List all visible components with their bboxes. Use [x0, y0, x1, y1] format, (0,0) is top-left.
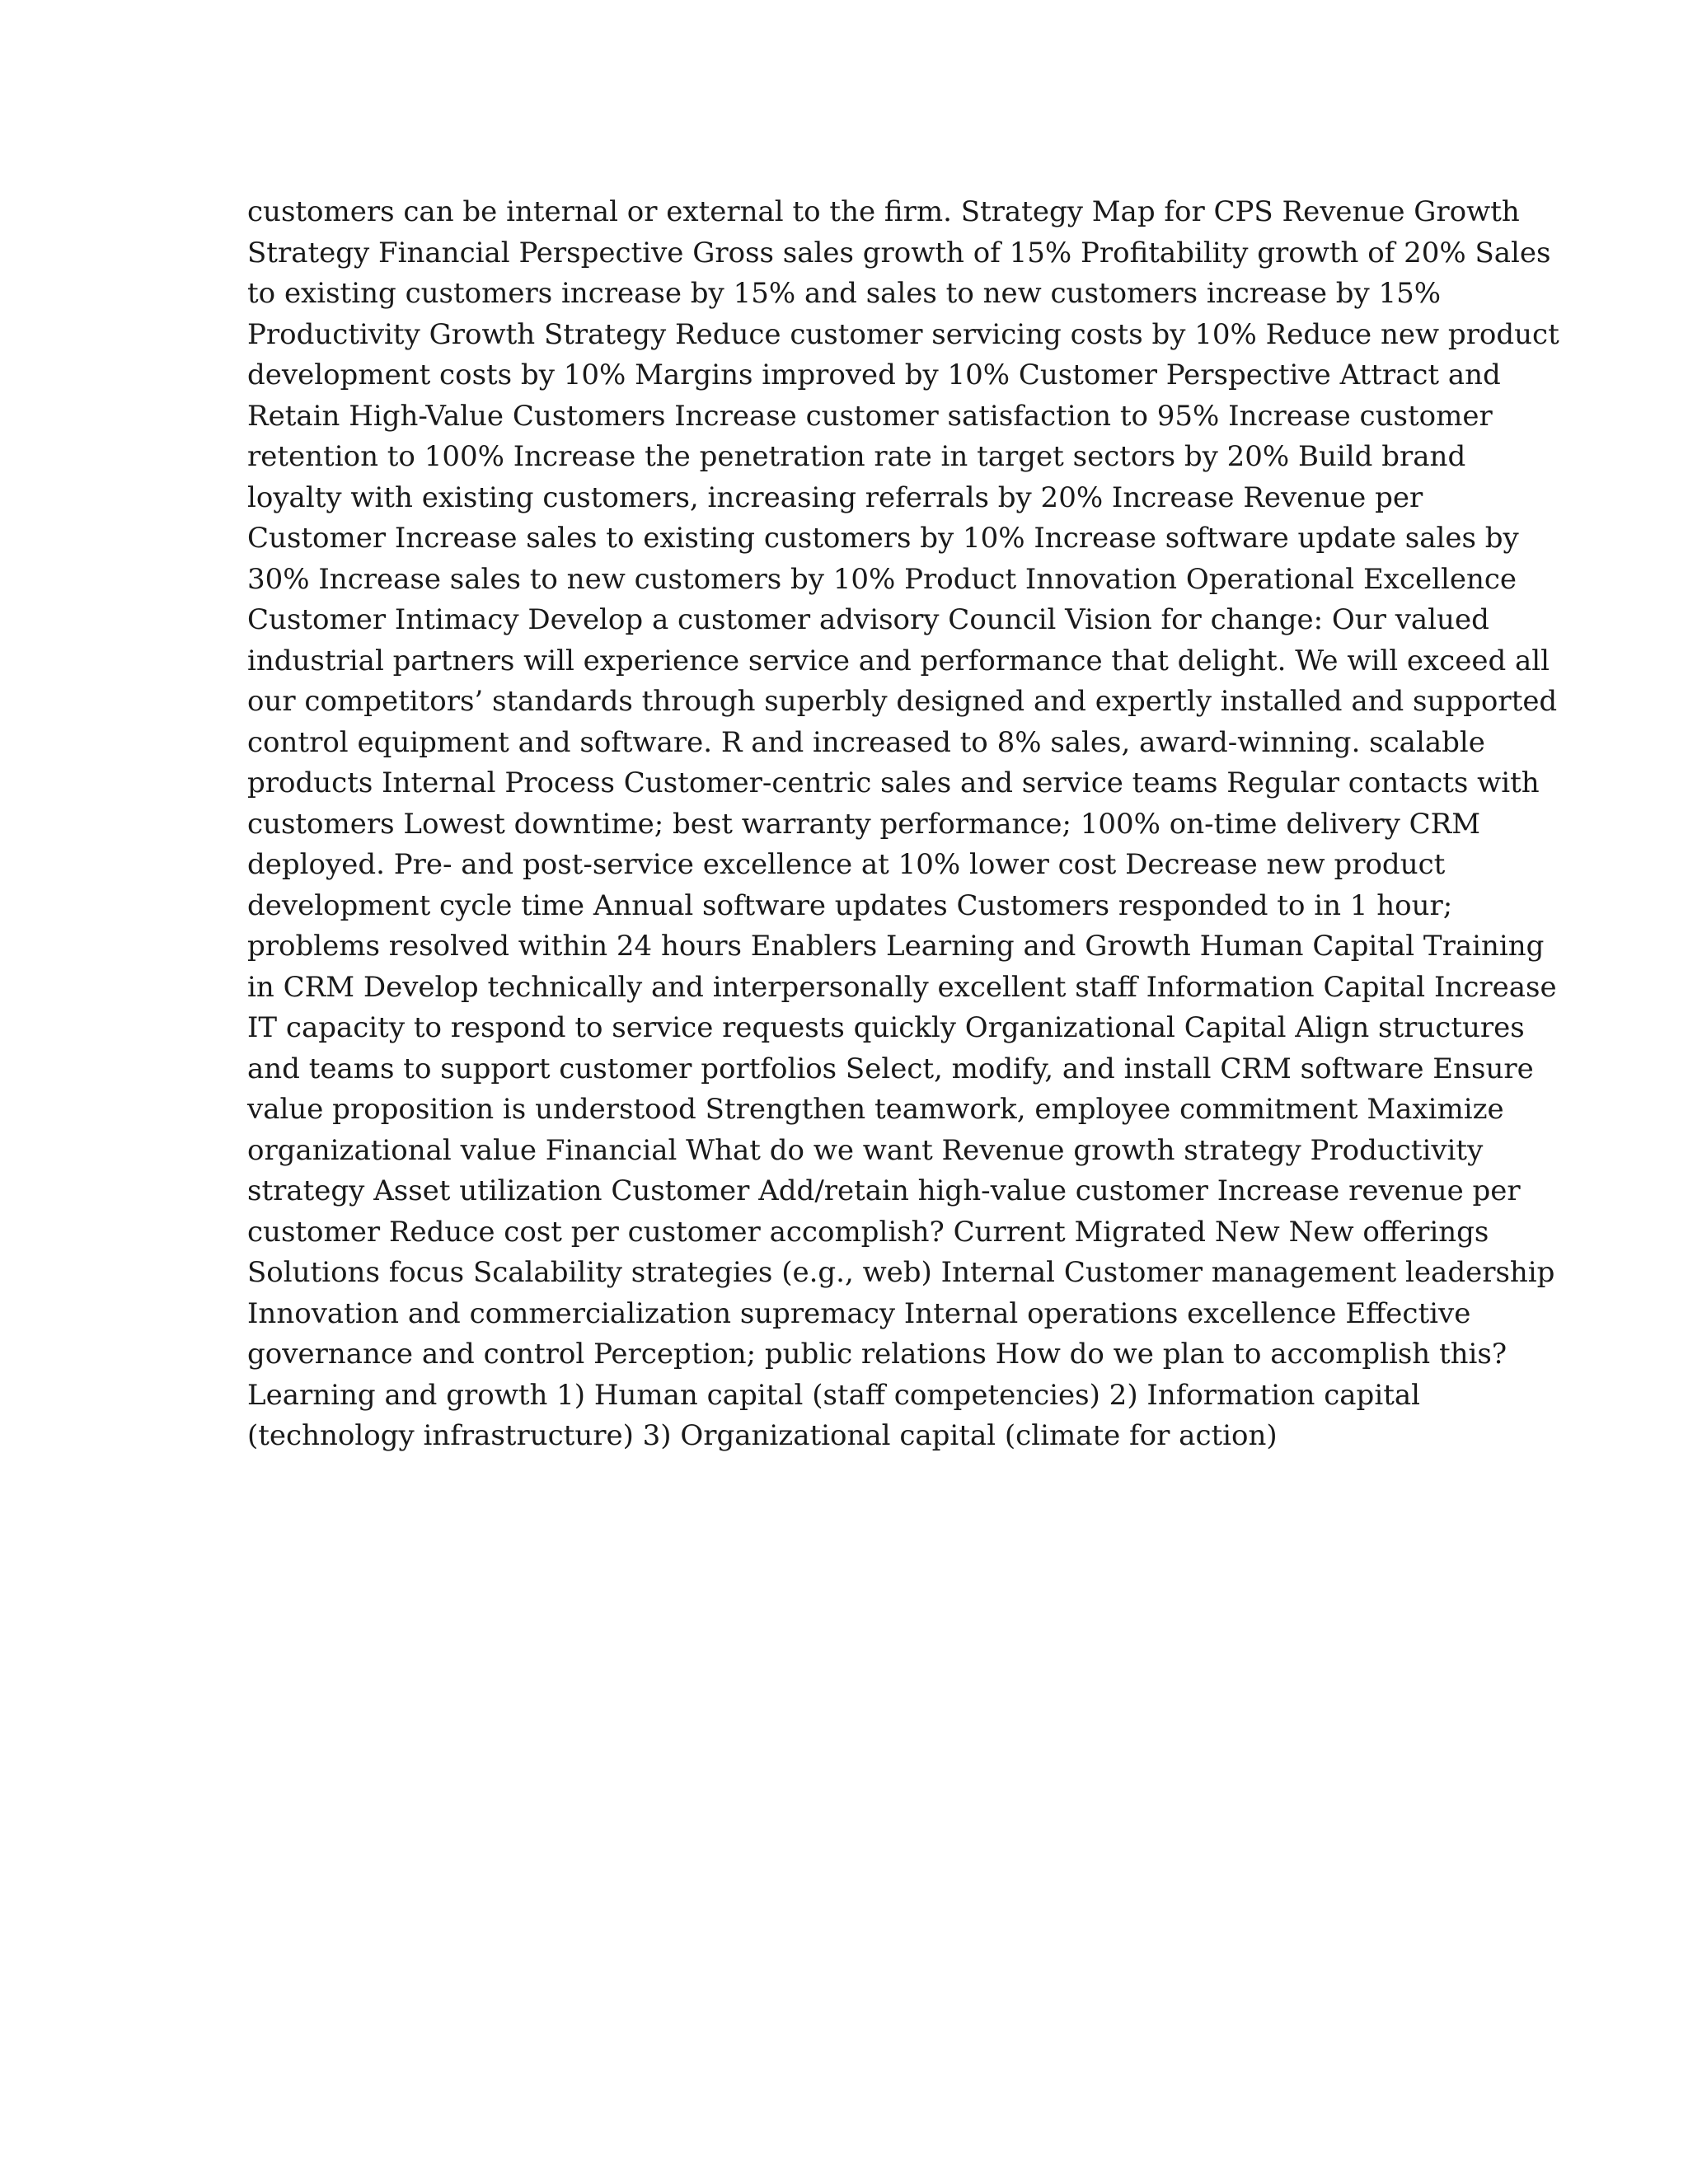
text-line: problems resolved within 24 hours Enablers Learning and Growth Human Capital Training: [247, 930, 1545, 963]
text-line: 30% Increase sales to new customers by 10% Product Innovation Operational Excellence: [247, 562, 1517, 596]
text-line: Productivity Growth Strategy Reduce customer servicing costs by 10% Reduce new product: [247, 317, 1559, 351]
text-line: deployed. Pre- and post-service excellence at 10% lower cost Decrease new product: [247, 848, 1446, 881]
text-line: development cycle time Annual software updates Customers responded to in 1 hour;: [247, 888, 1453, 922]
text-line: Strategy Financial Perspective Gross sales growth of 15% Profitability growth of 20% Sales: [247, 236, 1551, 269]
text-line: strategy Asset utilization Customer Add/retain high-value customer Increase revenue per: [247, 1174, 1521, 1207]
text-line: Customer Increase sales to existing customers by 10% Increase software update sales by: [247, 522, 1519, 555]
text-line: development costs by 10% Margins improved by 10% Customer Perspective Attract and: [247, 359, 1501, 391]
text-line: retention to 100% Increase the penetration rate in target sectors by 20% Build brand: [247, 440, 1466, 473]
text-line: customer Reduce cost per customer accomplish? Current Migrated New New offerings: [247, 1215, 1489, 1249]
text-line: (technology infrastructure) 3) Organizational capital (climate for action): [247, 1419, 1278, 1452]
text-line: governance and control Perception; public relations How do we plan to accomplish this?: [247, 1338, 1507, 1371]
body-paragraph: [247, 192, 1559, 1457]
text-line: our competitors’ standards through superbly designed and expertly installed and supported: [247, 685, 1558, 718]
text-line: industrial partners will experience service and performance that delight. We will exceed all: [247, 644, 1550, 677]
text-line: Retain High-Value Customers Increase customer satisfaction to 95% Increase customer: [247, 399, 1493, 433]
text-line: customers Lowest downtime; best warranty performance; 100% on-time delivery CRM: [247, 807, 1481, 841]
text-line: Innovation and commercialization supremacy Internal operations excellence Effective: [247, 1296, 1471, 1330]
text-line: and teams to support customer portfolios Select, modify, and install CRM software Ensure: [247, 1052, 1534, 1085]
text-line: Solutions focus Scalability strategies (e.g., web) Internal Customer management leadership: [247, 1256, 1555, 1289]
text-line: to existing customers increase by 15% and sales to new customers increase by 15%: [247, 277, 1442, 310]
text-line: Learning and growth 1) Human capital (staff competencies) 2) Information capital: [247, 1378, 1421, 1412]
text-line: in CRM Develop technically and interpersonally excellent staff Information Capital Increase: [247, 970, 1557, 1004]
text-line: Customer Intimacy Develop a customer advisory Council Vision for change: Our valued: [247, 603, 1489, 636]
text-line: organizational value Financial What do we want Revenue growth strategy Productivity: [247, 1133, 1484, 1167]
text-line: customers can be internal or external to the firm. Strategy Map for CPS Revenue Growth: [247, 195, 1520, 228]
text-line: loyalty with existing customers, increasing referrals by 20% Increase Revenue per: [247, 480, 1423, 514]
text-line: control equipment and software. R and increased to 8% sales, award-winning. scalable: [247, 725, 1485, 759]
text-line: IT capacity to respond to service requests quickly Organizational Capital Align structures: [247, 1011, 1525, 1044]
text-line: products Internal Process Customer-centric sales and service teams Regular contacts with: [247, 766, 1540, 799]
text-line: value proposition is understood Strengthen teamwork, employee commitment Maximize: [247, 1093, 1504, 1126]
